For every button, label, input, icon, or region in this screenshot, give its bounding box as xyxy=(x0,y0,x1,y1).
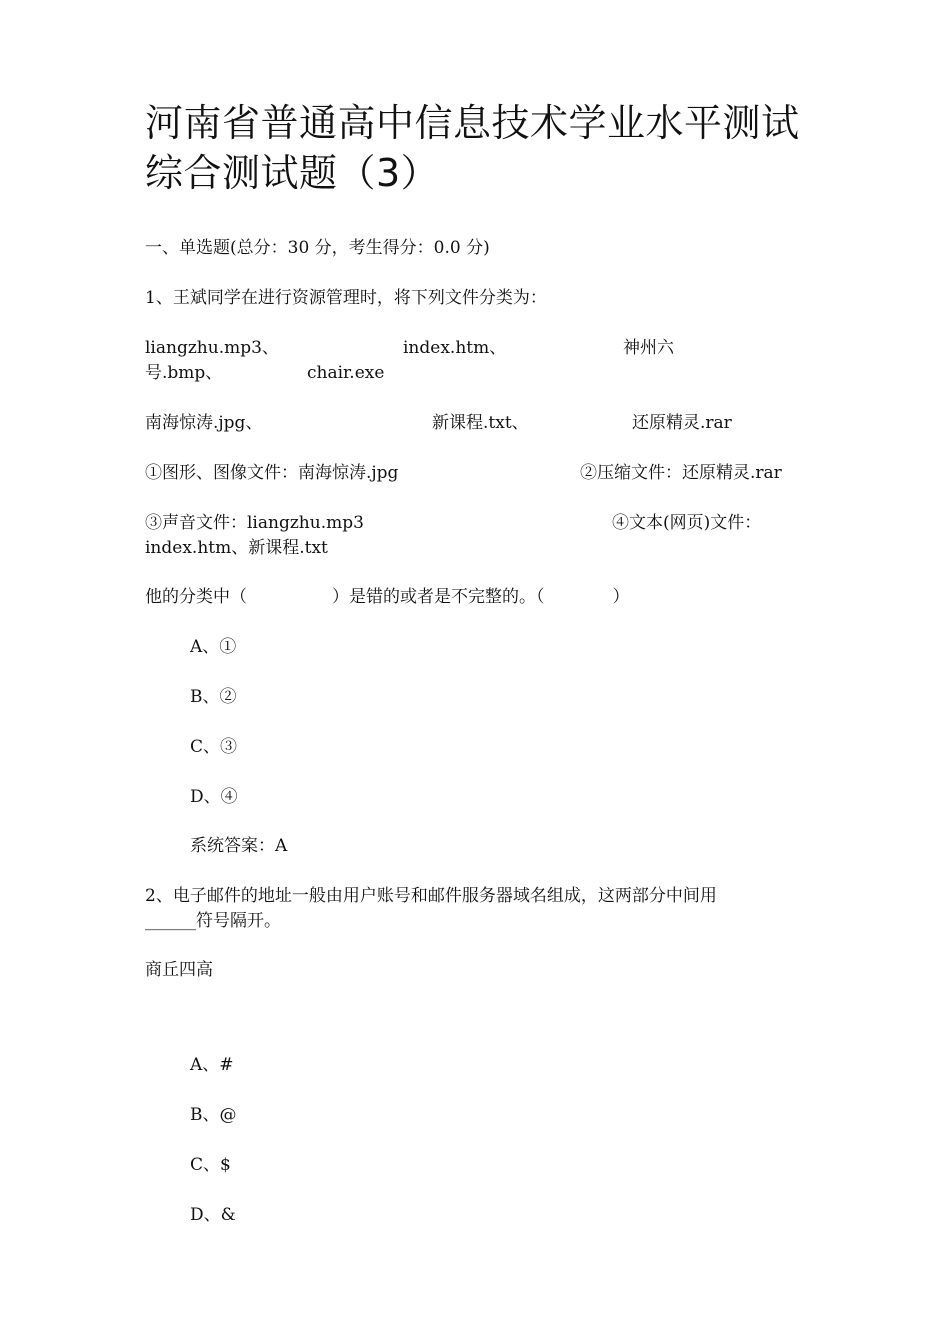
option-c: C、$ xyxy=(190,1155,231,1175)
file-item: 号.bmp、 xyxy=(145,363,223,383)
question-2-stem-line-1: 2、电子邮件的地址一般由用户账号和邮件服务器域名组成，这两部分中间用 xyxy=(145,886,717,906)
option-d: D、④ xyxy=(190,787,238,807)
source-note: 商丘四高 xyxy=(145,960,213,980)
file-item: index.htm、 xyxy=(403,338,507,358)
option-c: C、③ xyxy=(190,737,238,757)
option-d: D、& xyxy=(190,1205,236,1225)
option-a: A、# xyxy=(190,1055,234,1075)
file-item: liangzhu.mp3、 xyxy=(145,338,279,358)
section-header: 一、单选题(总分：30 分，考生得分：0.0 分) xyxy=(145,238,490,258)
question-2-stem-line-2: ______符号隔开。 xyxy=(145,911,281,931)
file-item: 新课程.txt、 xyxy=(432,413,529,433)
option-a: A、① xyxy=(190,637,237,657)
file-item: 南海惊涛.jpg、 xyxy=(145,413,263,433)
option-b: B、② xyxy=(190,687,237,707)
title-line-1: 河南省普通高中信息技术学业水平测试 xyxy=(145,101,800,145)
classification-item: index.htm、新课程.txt xyxy=(145,538,328,558)
system-answer: 系统答案：A xyxy=(190,836,288,856)
question-1-stem: 1、王斌同学在进行资源管理时，将下列文件分类为： xyxy=(145,288,547,308)
classification-item: ③声音文件：liangzhu.mp3 xyxy=(145,513,364,533)
title-line-2: 综合测试题（3） xyxy=(145,151,440,195)
file-item: 还原精灵.rar xyxy=(632,413,732,433)
classification-item: ④文本(网页)文件： xyxy=(612,513,762,533)
option-b: B、@ xyxy=(190,1105,237,1125)
question-1-prompt: 他的分类中（ ）是错的或者是不完整的。（ ） xyxy=(145,587,630,607)
classification-item: ②压缩文件：还原精灵.rar xyxy=(580,463,782,483)
file-item: chair.exe xyxy=(307,363,385,383)
document-title xyxy=(145,98,845,198)
file-item: 神州六 xyxy=(623,338,674,358)
classification-item: ①图形、图像文件：南海惊涛.jpg xyxy=(145,463,399,483)
